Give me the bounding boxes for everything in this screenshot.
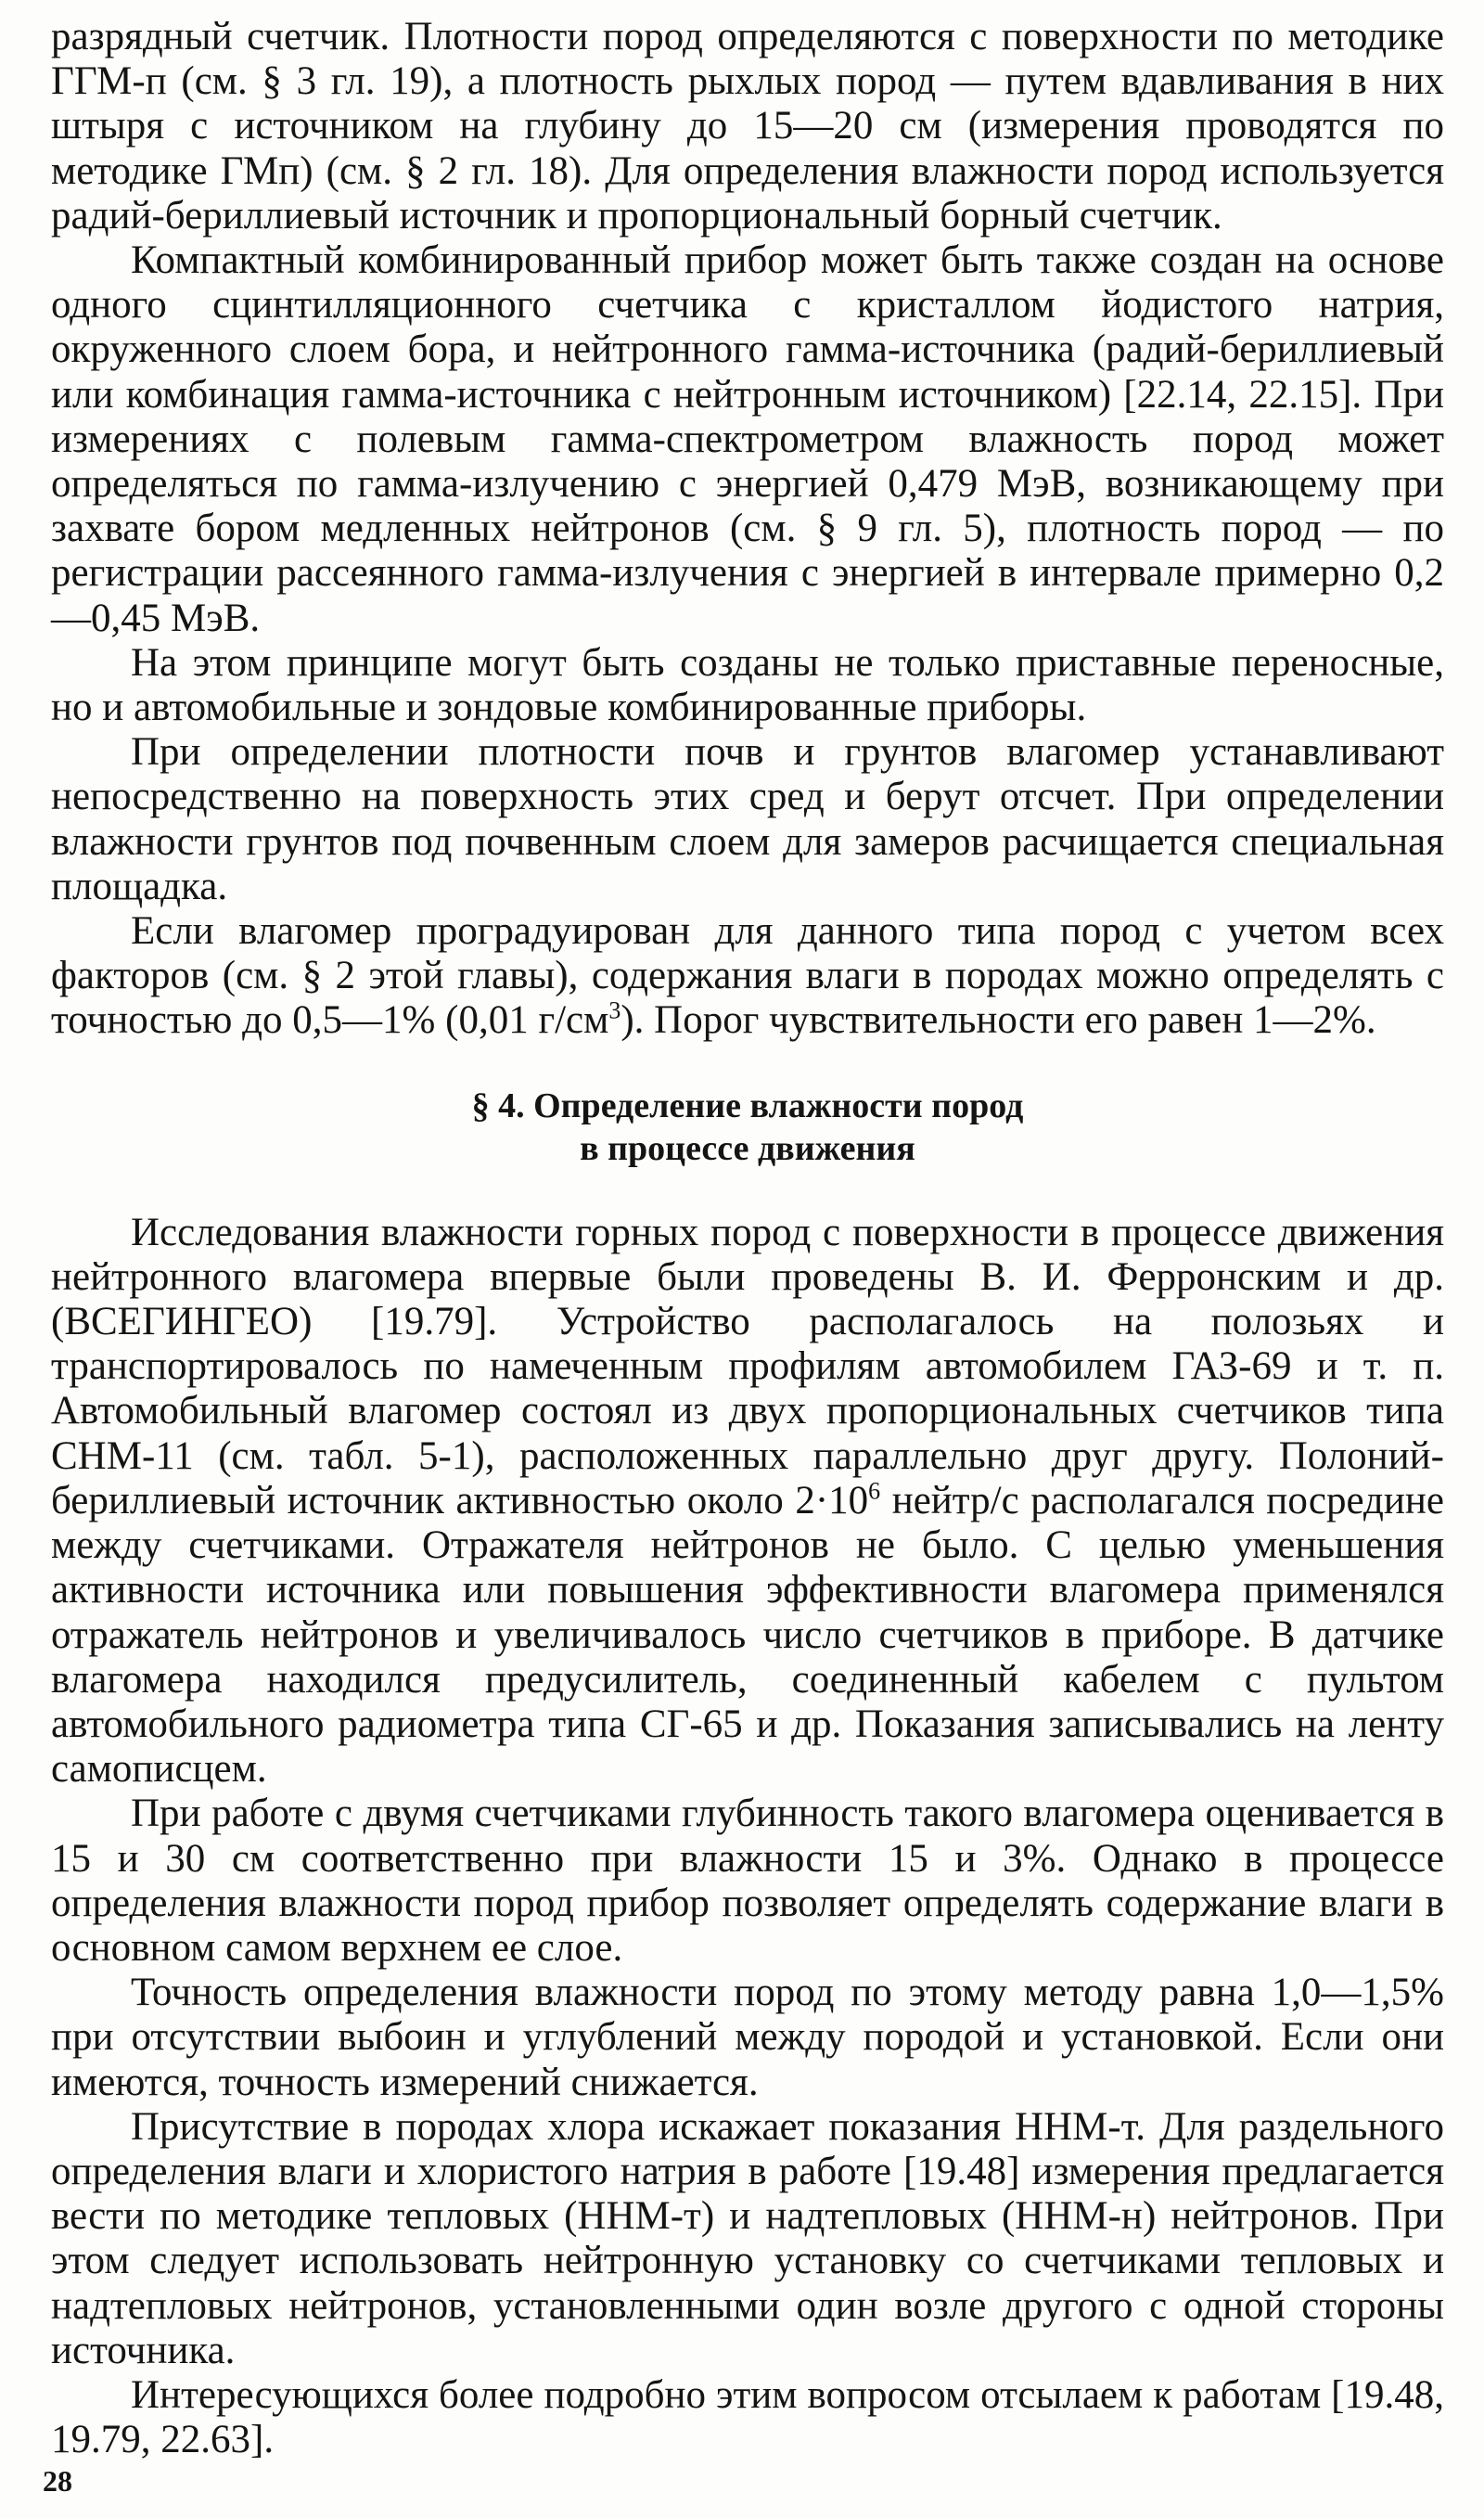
paragraph-depth: При работе с двумя счетчиками глубинность такого влагомера оценивается в 15 и 30 см соответственно при влажности 15 и 3%. Однако в процессе определения влажности пород прибор позволяет определять содержание влаги в основном самом верхнем ее слое.	[51, 1792, 1444, 1970]
section-heading	[51, 1085, 1444, 1170]
section-heading-line-1: § 4. Определение влажности пород	[471, 1086, 1024, 1125]
page-content	[51, 15, 1444, 2462]
paragraph-compact-device: Компактный комбинированный прибор может быть также создан на основе одного сцинтилляционного счетчика с кристаллом йодистого натрия, окруженного слоем бора, и нейтронного гамма-источника (радий-бериллиевый или комбинация гамма-источника с нейтронным источником) [22.14, 22.15]. При измерениях с полевым гамма-спектрометром влажность пород может определяться по гамма-излучению с энергией 0,479 МэВ, возникающему при захвате бором медленных нейтронов (см. § 9 гл. 5), плотность пород — по регистрации рассеянного гамма-излучения с энергией в интервале примерно 0,2—0,45 МэВ.	[51, 238, 1444, 640]
section-heading-line-2: в процессе движения	[580, 1128, 915, 1168]
paragraph-accuracy: Точность определения влажности пород по этому методу равна 1,0—1,5% при отсутствии выбоин и углублений между породой и установкой. Если они имеются, точность измерений снижается.	[51, 1971, 1444, 2104]
paragraph-chlorine: Присутствие в породах хлора искажает показания ННМ-т. Для раздельного определения влаги и хлористого натрия в работе [19.48] измерения предлагается вести по методике тепловых (ННМ-т) и надтепловых (ННМ-н) нейтронов. При этом следует использовать нейтронную установку со счетчиками тепловых и надтепловых нейтронов, установленными один возле другого с одной стороны источника.	[51, 2104, 1444, 2372]
research-text-a: Исследования влажности горных пород с поверхности в процессе движения нейтронного влагомера впервые были проведены В. И. Ферронским и др. (ВСЕГИНГЕО) [19.79]. Устройство располагалось на полозьях и транспортировалось по намеченным профилям автомобилем ГАЗ-69 и т. п. Автомобильный влагомер состоял из двух пропорциональных счетчиков типа СНМ-11 (см. табл. 5-1), расположенных параллельно друг другу. Полоний-бериллиевый источник активностью около 2·10	[51, 1210, 1444, 1522]
threshold-text-b: ). Порог чувствительности его равен 1—2%.	[620, 998, 1376, 1043]
paragraph-soil-density: При определении плотности почв и грунтов влагомер устанавливают непосредственно на поверхность этих сред и берут отсчет. При определении влажности грунтов под почвенным слоем для замеров расчищается специальная площадка.	[51, 730, 1444, 908]
research-text-b: нейтр/с располагался посредине между счетчиками. Отражателя нейтронов не было. С целью уменьшения активности источника или повышения эффективности влагомера применялся отражатель нейтронов и увеличивалось число счетчиков в приборе. В датчике влагомера находился предусилитель, соединенный кабелем с пультом автомобильного радиометра типа СГ-65 и др. Показания записывались на ленту самописцем.	[51, 1478, 1444, 1792]
threshold-superscript: 3	[608, 997, 621, 1025]
paragraph-continued: разрядный счетчик. Плотности пород определяются с поверхности по методике ГГМ-п (см. § 3 гл. 19), а плотность рыхлых пород — путем вдавливания в них штыря с источником на глубину до 15—20 см (измерения проводятся по методике ГМп) (см. § 2 гл. 18). Для определения влажности пород используется радий-бериллиевый источник и пропорциональный борный счетчик.	[51, 15, 1444, 238]
paragraph-references: Интересующихся более подробно этим вопросом отсылаем к работам [19.48, 19.79, 22.63].	[51, 2372, 1444, 2462]
paragraph-research	[51, 1211, 1444, 1792]
page-number: 28	[43, 2464, 72, 2498]
paragraph-principle: На этом принципе могут быть созданы не только приставные переносные, но и автомобильные и зондовые комбинированные приборы.	[51, 640, 1444, 730]
research-superscript: 6	[868, 1477, 881, 1505]
threshold-text-a: Если влагомер проградуирован для данного типа пород с учетом всех факторов (см. § 2 этой главы), содержания влаги в породах можно определять с точностью до 0,5—1% (0,01 г/см	[51, 909, 1444, 1043]
paragraph-threshold	[51, 909, 1444, 1044]
